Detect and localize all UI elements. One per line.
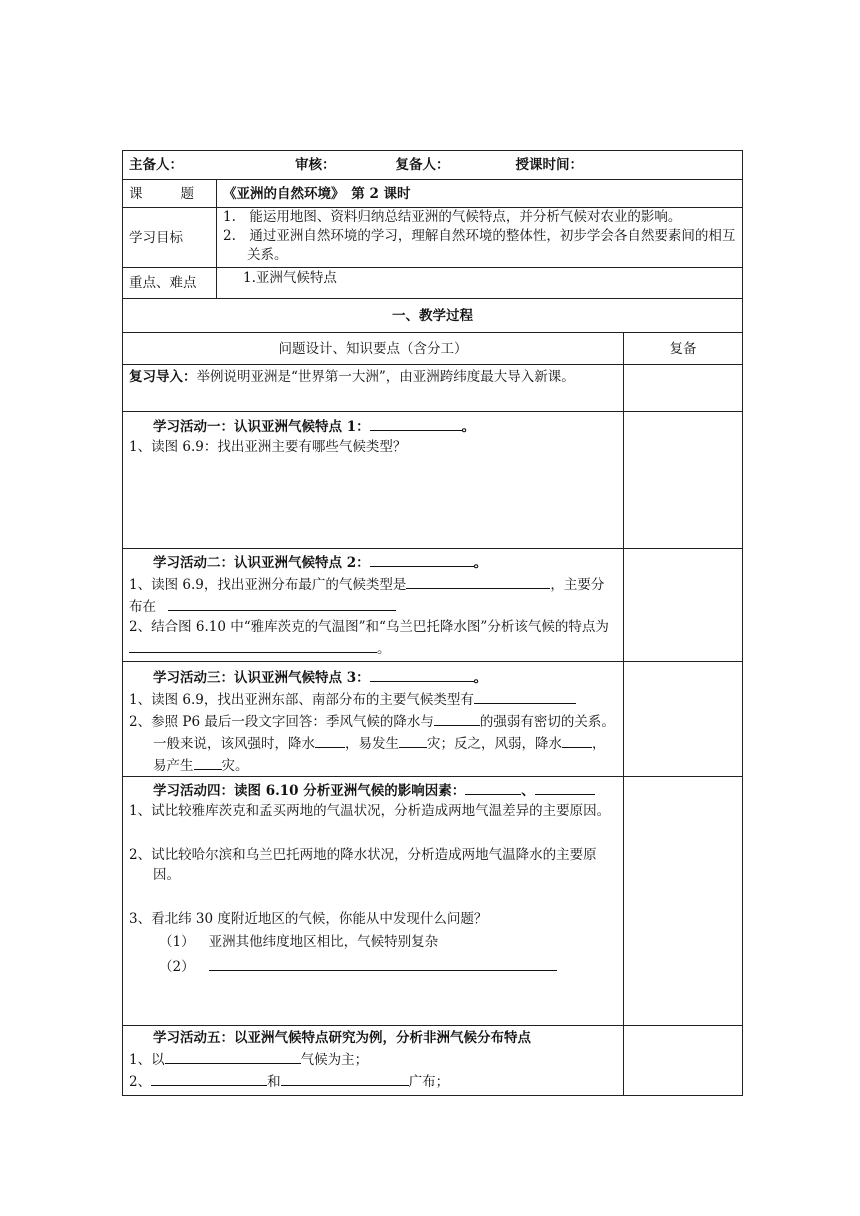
topic-label-2: 题 — [180, 185, 194, 202]
activity-5-q2-text-c: 广布； — [408, 1074, 450, 1090]
activity-2-row — [123, 549, 743, 662]
activity-3-title: 学习活动三：认识亚洲气候特点 3： — [153, 670, 370, 686]
goals-row — [123, 208, 743, 268]
activity-5-q1-blank — [165, 1048, 301, 1064]
process-title: 一、教学过程 — [123, 299, 743, 333]
activity-4-sub-1-number: （1） — [159, 934, 195, 950]
activity-3-question-2 — [129, 710, 617, 776]
activity-4-sub-1 — [129, 932, 617, 952]
activity-2-q1-blank-2 — [168, 595, 396, 611]
header-row — [123, 151, 743, 180]
activity-3-q2-blank-1 — [434, 710, 480, 726]
topic-value: 《亚洲的自然环境》 第 2 课时 — [217, 180, 743, 208]
activity-2-question-1 — [129, 573, 617, 617]
activity-3-q2-text-e: 灾；反之，风弱，降水 — [427, 736, 562, 752]
activity-2-q2-end: 。 — [377, 641, 391, 657]
activity-3-q2-text-c: ， — [345, 736, 359, 752]
activity-4-q1-text: 试比较雅库茨克和孟买两地的气温状况，分析造成两地气温差异的主要原因。 — [151, 803, 611, 819]
activity-1-end: 。 — [461, 419, 476, 435]
activity-3-q2-text-f: ，易产生 — [153, 736, 606, 774]
activity-3-q2-number: 2、 — [129, 714, 152, 730]
activity-4-q3-text: 看北纬 30 度附近地区的气候，你能从中发现什么问题？ — [151, 911, 488, 927]
activity-4-separator: 、 — [521, 783, 535, 799]
activity-3-blank — [370, 666, 474, 682]
side-column-header: 复备 — [624, 333, 743, 365]
topic-row — [123, 180, 743, 208]
activity-2-q2-text: 2、结合图 6.10 中“雅库茨克的气温图”和“乌兰巴托降水图”分析该气候的特点为 — [129, 619, 609, 635]
activity-2-question-2 — [129, 617, 617, 659]
activity-4-q1-number: 1、 — [129, 803, 152, 819]
activity-5-q2-text-a: 2、 — [129, 1074, 152, 1090]
activity-1-blank — [370, 415, 462, 431]
review-label: 复习导入： — [129, 369, 197, 385]
activity-4-sub-2-number: （2） — [159, 959, 195, 975]
lesson-plan-table — [122, 150, 743, 1096]
activity-2-q1-text-a: 1、读图 6.9，找出亚洲分布最广的气候类型是 — [129, 577, 407, 593]
activity-5-title: 学习活动五：以亚洲气候特点研究为例，分析非洲气候分布特点 — [153, 1030, 531, 1046]
activity-5-q1-text-b: 气候为主； — [300, 1052, 369, 1068]
activity-2-end: 。 — [473, 555, 488, 571]
activity-3-question-1 — [129, 688, 617, 710]
activity-3-q1-blank — [474, 688, 576, 704]
preparer-label: 主备人： — [129, 157, 183, 173]
activity-1-title: 学习活动一：认识亚洲气候特点 1： — [153, 419, 370, 435]
activity-2-q2-blank — [129, 637, 377, 653]
activity-2-q1-text-b: ，主要分布在 — [129, 577, 605, 615]
activity-5-question-1 — [129, 1048, 617, 1070]
activity-4-blank-2 — [535, 779, 595, 795]
activity-5-q1-text-a: 1、以 — [129, 1052, 165, 1068]
activity-2-q1-blank-1 — [406, 573, 550, 589]
activity-3-end: 。 — [473, 670, 488, 686]
goal-item-2: 2. 通过亚洲自然环境的学习，理解自然环境的整体性，初步学会各自然要素间的相互关系。 — [223, 228, 736, 263]
activity-2-blank — [370, 551, 474, 567]
activity-3-q2-text-a: 参照 P6 最后一段文字回答：季风气候的降水与 — [151, 714, 434, 730]
review-row — [123, 365, 743, 412]
activity-4-q2-number: 2、 — [129, 847, 152, 863]
key-points-row — [123, 268, 743, 299]
key-points-label: 重点、难点 — [123, 268, 217, 299]
activity-3-q1-text: 读图 6.9，找出亚洲东部、南部分布的主要气候类型有 — [151, 692, 474, 708]
activity-5-q2-blank-1 — [151, 1070, 267, 1086]
activity-5-q2-text-b: 和 — [267, 1074, 281, 1090]
review-text: 举例说明亚洲是“世界第一大洲”，由亚洲跨纬度最大导入新课。 — [196, 369, 575, 385]
activity-3-q2-blank-2 — [315, 732, 345, 748]
activity-1-question-1: 1、读图 6.9：找出亚洲主要有哪些气候类型？ — [129, 439, 407, 455]
main-column-header: 问题设计、知识要点（含分工） — [123, 333, 624, 365]
activity-4-question-1 — [129, 801, 617, 821]
activity-4-row — [123, 777, 743, 1026]
activity-3-row — [123, 662, 743, 777]
activity-3-q2-blank-3 — [399, 732, 427, 748]
activity-4-question-2 — [129, 845, 617, 885]
co-preparer-label: 复备人： — [395, 157, 450, 173]
activity-4-title: 学习活动四：读图 6.10 分析亚洲气候的影响因素： — [153, 783, 466, 799]
goal-item-1: 1. 能运用地图、资料归纳总结亚洲的气候特点，并分析气候对农业的影响。 — [223, 209, 682, 225]
activity-5-q2-blank-2 — [281, 1070, 409, 1086]
activity-3-q2-blank-4 — [562, 732, 592, 748]
activity-4-question-3 — [129, 909, 617, 929]
activity-4-blank-1 — [465, 779, 521, 795]
lesson-time-label: 授课时间： — [515, 157, 583, 173]
activity-2-title: 学习活动二：认识亚洲气候特点 2： — [153, 555, 370, 571]
goals-label: 学习目标 — [123, 208, 217, 268]
activity-5-row — [123, 1026, 743, 1096]
activity-4-sub-2 — [129, 955, 617, 977]
activity-3-q2-text-b: 的强弱有密切的关系。一般来说，该风强时，降水 — [153, 714, 615, 752]
column-header-row — [123, 333, 743, 365]
reviewer-label: 审核： — [295, 157, 336, 173]
key-points-value: 1.亚洲气候特点 — [217, 268, 743, 299]
activity-4-sub-1-text: 亚洲其他纬度地区相比，气候特别复杂 — [208, 934, 439, 950]
activity-4-sub-2-blank — [209, 955, 557, 971]
activity-4-q2-text: 试比较哈尔滨和乌兰巴托两地的降水状况，分析造成两地气温降水的主要原因。 — [151, 847, 597, 883]
topic-label-1: 课 — [129, 185, 143, 202]
activity-3-q2-text-d: 易发生 — [358, 736, 399, 752]
activity-1-row — [123, 412, 743, 549]
activity-4-q3-number: 3、 — [129, 911, 152, 927]
activity-3-q1-number: 1、 — [129, 692, 152, 708]
process-title-row — [123, 299, 743, 333]
activity-3-q2-blank-5 — [194, 754, 222, 770]
activity-3-q2-text-g: 灾。 — [221, 758, 249, 774]
activity-5-question-2 — [129, 1070, 617, 1092]
